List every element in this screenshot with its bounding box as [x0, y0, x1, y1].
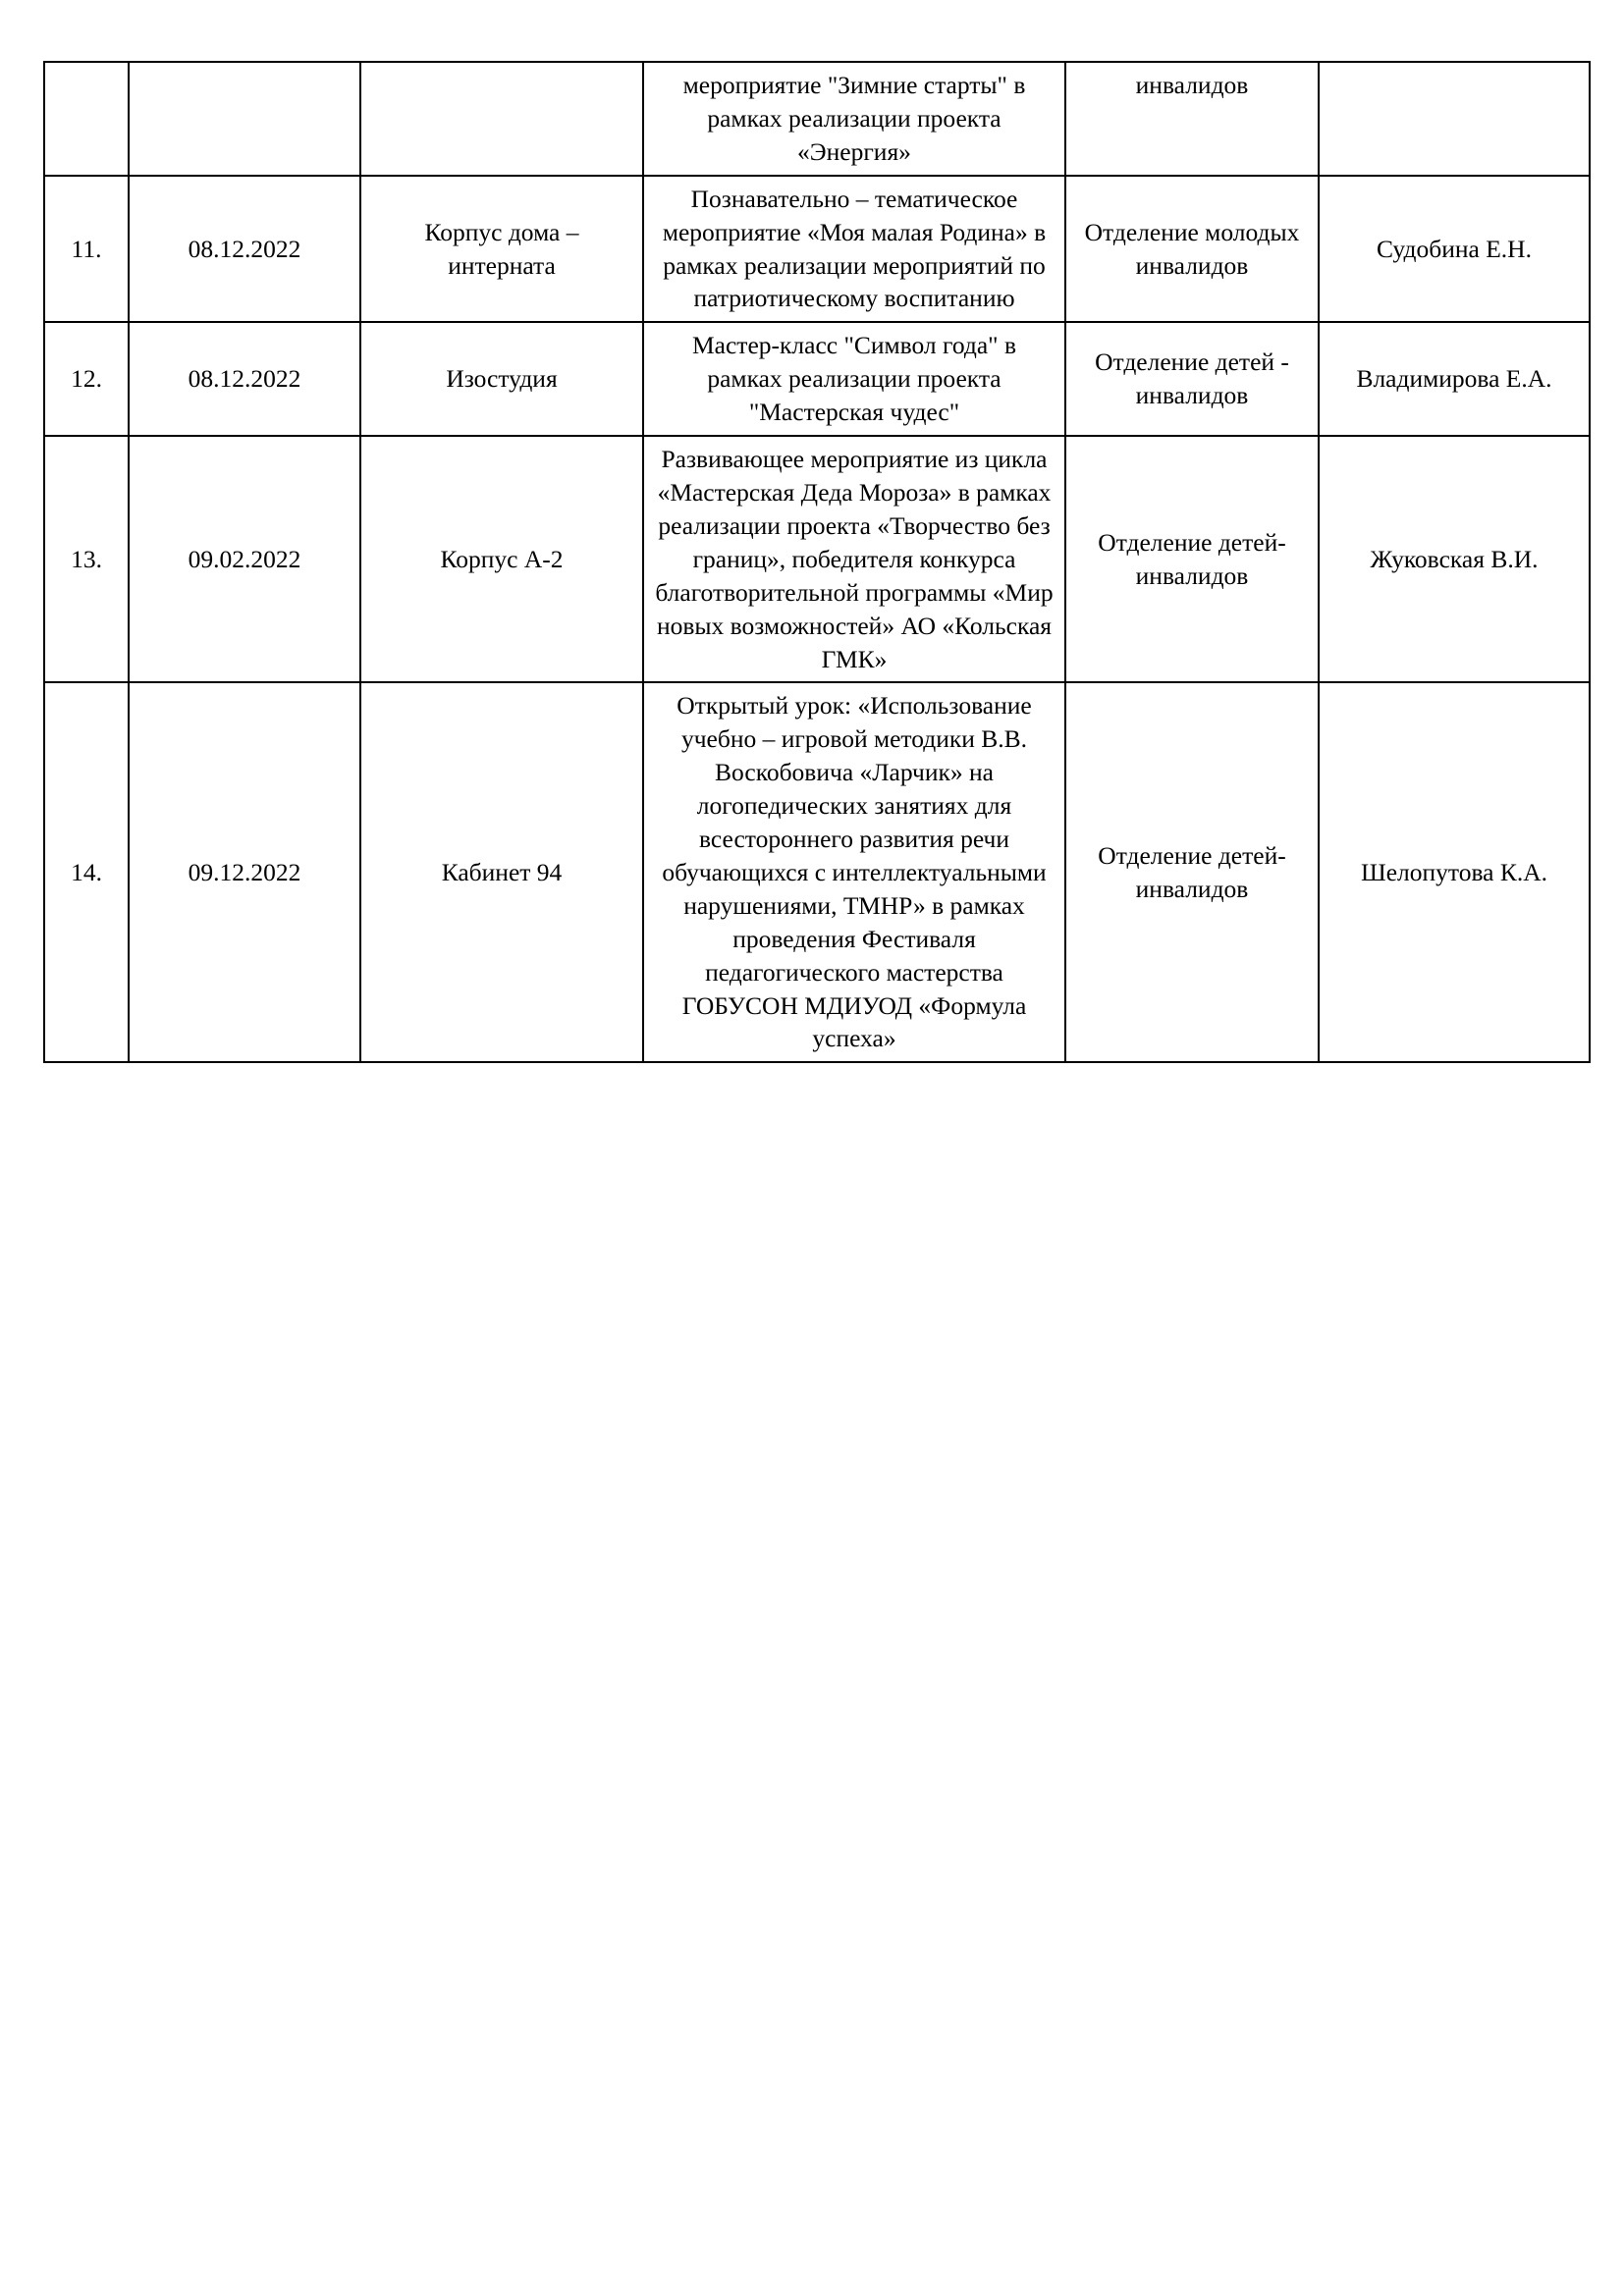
table-body — [44, 62, 1590, 1062]
row-person-cell: Владимирова Е.А. — [1319, 322, 1590, 436]
table-row — [44, 176, 1590, 323]
table-row — [44, 322, 1590, 436]
row-person-cell — [1319, 62, 1590, 176]
row-department-cell: инвалидов — [1065, 62, 1319, 176]
table-row — [44, 682, 1590, 1062]
row-person-cell: Жуковская В.И. — [1319, 436, 1590, 682]
table-row — [44, 436, 1590, 682]
row-person-cell: Судобина Е.Н. — [1319, 176, 1590, 323]
row-number-cell: 13. — [44, 436, 129, 682]
row-number-cell — [44, 62, 129, 176]
schedule-table — [43, 61, 1591, 1063]
row-department-cell: Отделение детей - инвалидов — [1065, 322, 1319, 436]
row-department-cell: Отделение молодых инвалидов — [1065, 176, 1319, 323]
row-date-cell: 09.02.2022 — [129, 436, 360, 682]
row-date-cell: 09.12.2022 — [129, 682, 360, 1062]
row-number-cell: 11. — [44, 176, 129, 323]
table-row — [44, 62, 1590, 176]
row-event-cell: Мастер-класс "Символ года" в рамках реализации проекта "Мастерская чудес" — [643, 322, 1065, 436]
row-place-cell: Изостудия — [360, 322, 643, 436]
row-date-cell: 08.12.2022 — [129, 322, 360, 436]
row-event-cell: Открытый урок: «Использование учебно – игровой методики В.В. Воскобовича «Ларчик» на логопедических занятиях для всестороннего развития речи обучающихся с интеллектуальными нарушениями, ТМНР» в рамках проведения Фестиваля педагогического мастерства ГОБУСОН МДИУОД «Формула успеха» — [643, 682, 1065, 1062]
row-place-cell: Корпус А-2 — [360, 436, 643, 682]
row-date-cell: 08.12.2022 — [129, 176, 360, 323]
row-person-cell: Шелопутова К.А. — [1319, 682, 1590, 1062]
row-number-cell: 12. — [44, 322, 129, 436]
row-date-cell — [129, 62, 360, 176]
row-event-cell: Познавательно – тематическое мероприятие «Моя малая Родина» в рамках реализации мероприятий по патриотическому воспитанию — [643, 176, 1065, 323]
row-place-cell — [360, 62, 643, 176]
row-event-cell: Развивающее мероприятие из цикла «Мастерская Деда Мороза» в рамках реализации проекта «Творчество без границ», победителя конкурса благотворительной программы «Мир новых возможностей» АО «Кольская ГМК» — [643, 436, 1065, 682]
row-department-cell: Отделение детей-инвалидов — [1065, 682, 1319, 1062]
row-place-cell: Корпус дома – интерната — [360, 176, 643, 323]
row-department-cell: Отделение детей-инвалидов — [1065, 436, 1319, 682]
row-number-cell: 14. — [44, 682, 129, 1062]
row-event-cell: мероприятие "Зимние старты" в рамках реализации проекта «Энергия» — [643, 62, 1065, 176]
row-place-cell: Кабинет 94 — [360, 682, 643, 1062]
